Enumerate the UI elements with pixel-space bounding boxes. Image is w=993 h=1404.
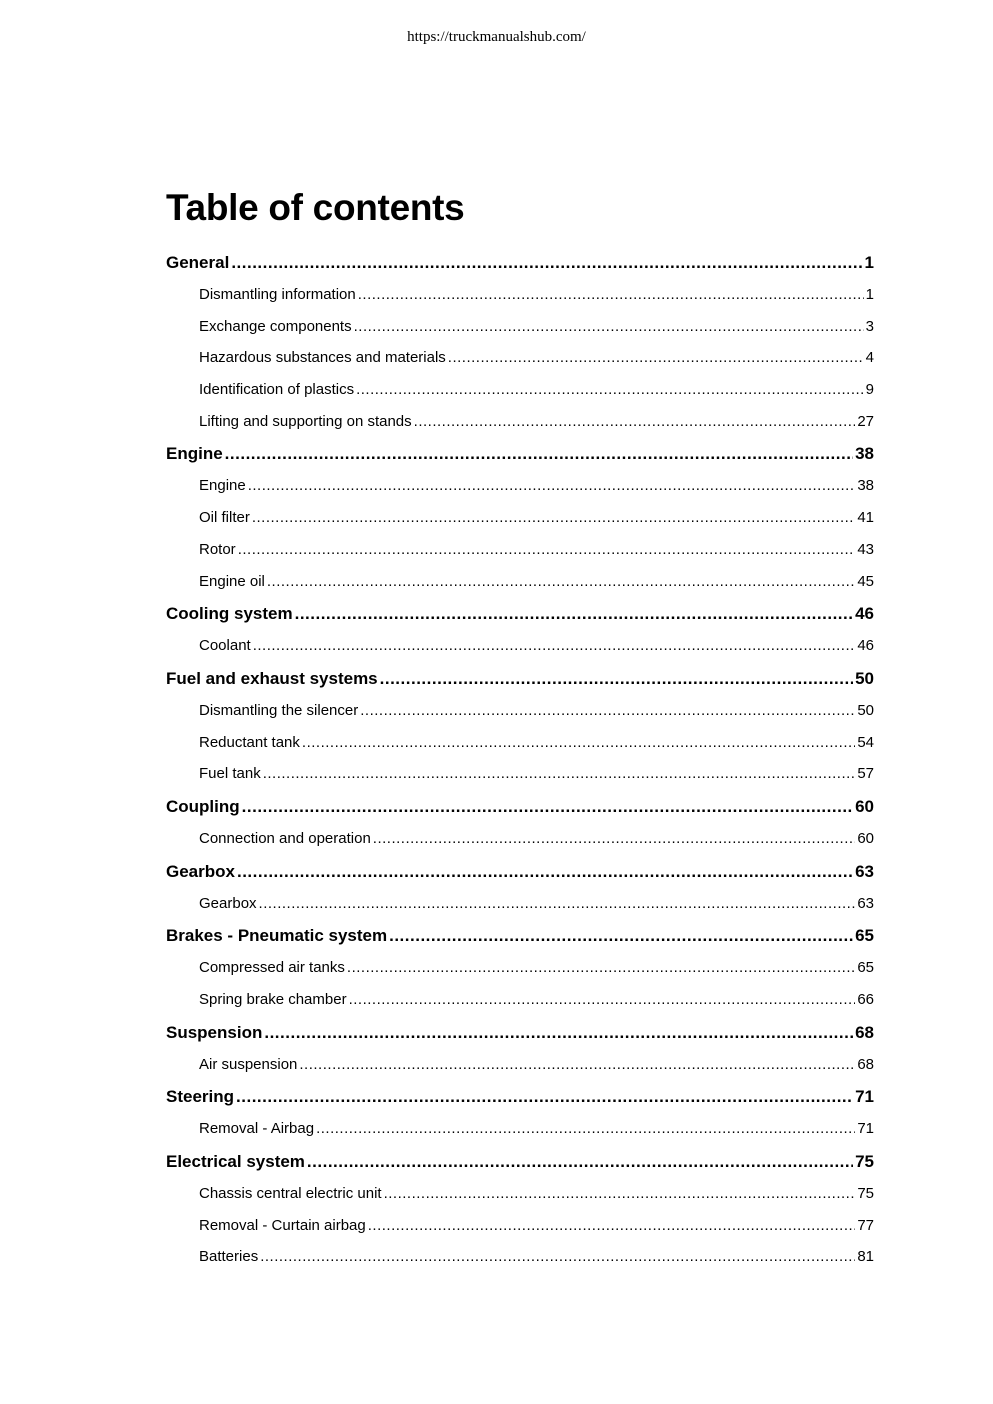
toc-subentry[interactable]	[166, 630, 874, 662]
toc-subentry[interactable]	[166, 470, 874, 502]
toc-section-title: Suspension	[166, 1022, 263, 1042]
toc-subentry[interactable]	[166, 984, 874, 1016]
dot-leader	[260, 1241, 855, 1273]
dot-leader	[389, 919, 853, 952]
toc-subentry-page-number: 77	[857, 1216, 874, 1234]
toc-subentry-page-number: 50	[857, 701, 874, 719]
toc-section-title: Engine	[166, 444, 223, 464]
toc-subentry-title: Coolant	[199, 637, 251, 655]
toc-section-title: Cooling system	[166, 604, 293, 624]
toc-section-entry[interactable]	[166, 437, 874, 470]
dot-leader	[358, 279, 864, 311]
dot-leader	[238, 534, 856, 566]
toc-subentry[interactable]	[166, 406, 874, 438]
toc-subentry-page-number: 38	[857, 477, 874, 495]
toc-subentry[interactable]	[166, 374, 874, 406]
toc-subentry[interactable]	[166, 342, 874, 374]
dot-leader	[225, 437, 853, 470]
toc-section-entry[interactable]	[166, 1016, 874, 1049]
toc-subentry[interactable]	[166, 502, 874, 534]
toc-subentry-title: Air suspension	[199, 1055, 298, 1073]
dot-leader	[349, 984, 856, 1016]
toc-subentry-page-number: 71	[857, 1120, 874, 1138]
dot-leader	[295, 597, 853, 630]
toc-section-page-number: 65	[855, 926, 874, 946]
toc-subentry-page-number: 75	[857, 1185, 874, 1203]
dot-leader	[380, 662, 853, 695]
dot-leader	[354, 311, 864, 343]
toc-subentry-title: Chassis central electric unit	[199, 1185, 382, 1203]
toc-subentry-title: Batteries	[199, 1248, 259, 1266]
toc-subentry-page-number: 9	[865, 381, 874, 399]
toc-section-title: Brakes - Pneumatic system	[166, 926, 388, 946]
toc-section-page-number: 71	[855, 1087, 874, 1107]
toc-subentry-page-number: 54	[857, 733, 874, 751]
toc-subentry[interactable]	[166, 534, 874, 566]
dot-leader	[264, 1016, 853, 1049]
toc-subentry[interactable]	[166, 566, 874, 598]
toc-subentry-title: Engine oil	[199, 572, 265, 590]
toc-section-entry[interactable]	[166, 246, 874, 279]
toc-subentry[interactable]	[166, 1178, 874, 1210]
toc-subentry[interactable]	[166, 311, 874, 343]
toc-section-page-number: 75	[855, 1152, 874, 1172]
toc-subentry-page-number: 65	[857, 959, 874, 977]
toc-subentry-title: Engine	[199, 477, 246, 495]
toc-subentry-page-number: 43	[857, 540, 874, 558]
toc-subentry[interactable]	[166, 695, 874, 727]
toc-subentry-title: Rotor	[199, 540, 236, 558]
toc-section-title: Fuel and exhaust systems	[166, 668, 378, 688]
dot-leader	[302, 727, 855, 759]
toc-section-page-number: 68	[855, 1022, 874, 1042]
toc-subentry-page-number: 45	[857, 572, 874, 590]
dot-leader	[368, 1210, 856, 1242]
toc-section-entry[interactable]	[166, 919, 874, 952]
dot-leader	[307, 1145, 853, 1178]
toc-section-page-number: 63	[855, 861, 874, 881]
toc-section-entry[interactable]	[166, 662, 874, 695]
toc-subentry-title: Identification of plastics	[199, 381, 355, 399]
dot-leader	[316, 1113, 855, 1145]
toc-subentry-title: Compressed air tanks	[199, 959, 345, 977]
dot-leader	[263, 758, 856, 790]
toc-section-entry[interactable]	[166, 855, 874, 888]
toc-subentry-title: Connection and operation	[199, 829, 371, 847]
toc-subentry-page-number: 81	[857, 1248, 874, 1266]
dot-leader	[252, 502, 855, 534]
dot-leader	[267, 566, 855, 598]
dot-leader	[448, 342, 864, 374]
toc-subentry-page-number: 63	[857, 894, 874, 912]
toc-subentry-title: Gearbox	[199, 894, 257, 912]
toc-section-title: Steering	[166, 1087, 235, 1107]
toc-section-title: General	[166, 253, 230, 272]
toc-subentry-title: Lifting and supporting on stands	[199, 412, 412, 430]
toc-subentry-page-number: 46	[857, 637, 874, 655]
toc-subentry-title: Fuel tank	[199, 765, 261, 783]
table-of-contents	[166, 246, 874, 1273]
dot-leader	[242, 790, 853, 823]
dot-leader	[299, 1049, 855, 1081]
page-title: Table of contents	[166, 187, 465, 228]
toc-subentry-page-number: 60	[857, 829, 874, 847]
toc-subentry-title: Dismantling the silencer	[199, 701, 359, 719]
toc-subentry-page-number: 27	[857, 412, 874, 430]
toc-subentry[interactable]	[166, 823, 874, 855]
dot-leader	[236, 1080, 853, 1113]
dot-leader	[253, 630, 856, 662]
toc-subentry-page-number: 57	[857, 765, 874, 783]
toc-subentry-title: Reductant tank	[199, 733, 300, 751]
toc-subentry-page-number: 66	[857, 991, 874, 1008]
toc-section-page-number: 1	[864, 253, 874, 272]
toc-subentry-title: Spring brake chamber	[199, 991, 347, 1008]
dot-leader	[414, 406, 856, 438]
toc-subentry-title: Dismantling information	[199, 286, 356, 303]
toc-section-entry[interactable]	[166, 1080, 874, 1113]
dot-leader	[248, 470, 856, 502]
toc-section-page-number: 60	[855, 796, 874, 816]
dot-leader	[231, 246, 862, 279]
toc-subentry-page-number: 4	[865, 349, 874, 367]
header-url[interactable]: https://truckmanualshub.com/	[407, 29, 586, 45]
toc-subentry[interactable]	[166, 1049, 874, 1081]
toc-section-entry[interactable]	[166, 1145, 874, 1178]
toc-section-page-number: 50	[855, 668, 874, 688]
toc-subentry-page-number: 3	[865, 317, 874, 335]
toc-subentry[interactable]	[166, 952, 874, 984]
toc-subentry-title: Oil filter	[199, 509, 250, 527]
toc-subentry[interactable]	[166, 1113, 874, 1145]
toc-subentry-page-number: 68	[857, 1055, 874, 1073]
toc-subentry[interactable]	[166, 727, 874, 759]
toc-section-title: Electrical system	[166, 1152, 305, 1172]
toc-subentry-page-number: 41	[857, 509, 874, 527]
dot-leader	[373, 823, 856, 855]
toc-section-page-number: 46	[855, 604, 874, 624]
dot-leader	[237, 855, 853, 888]
toc-subentry-title: Removal - Airbag	[199, 1120, 315, 1138]
toc-subentry[interactable]	[166, 279, 874, 311]
toc-subentry[interactable]	[166, 1241, 874, 1273]
toc-section-entry[interactable]	[166, 597, 874, 630]
toc-section-entry[interactable]	[166, 790, 874, 823]
toc-subentry[interactable]	[166, 888, 874, 920]
toc-subentry-title: Hazardous substances and materials	[199, 349, 446, 367]
toc-section-title: Gearbox	[166, 861, 235, 881]
dot-leader	[384, 1178, 856, 1210]
toc-subentry-title: Removal - Curtain airbag	[199, 1216, 366, 1234]
toc-subentry[interactable]	[166, 758, 874, 790]
dot-leader	[356, 374, 864, 406]
dot-leader	[360, 695, 855, 727]
dot-leader	[259, 888, 856, 920]
toc-subentry-page-number: 1	[865, 286, 874, 303]
toc-subentry[interactable]	[166, 1210, 874, 1242]
toc-section-title: Coupling	[166, 796, 240, 816]
toc-section-page-number: 38	[855, 444, 874, 464]
toc-subentry-title: Exchange components	[199, 317, 352, 335]
dot-leader	[347, 952, 855, 984]
